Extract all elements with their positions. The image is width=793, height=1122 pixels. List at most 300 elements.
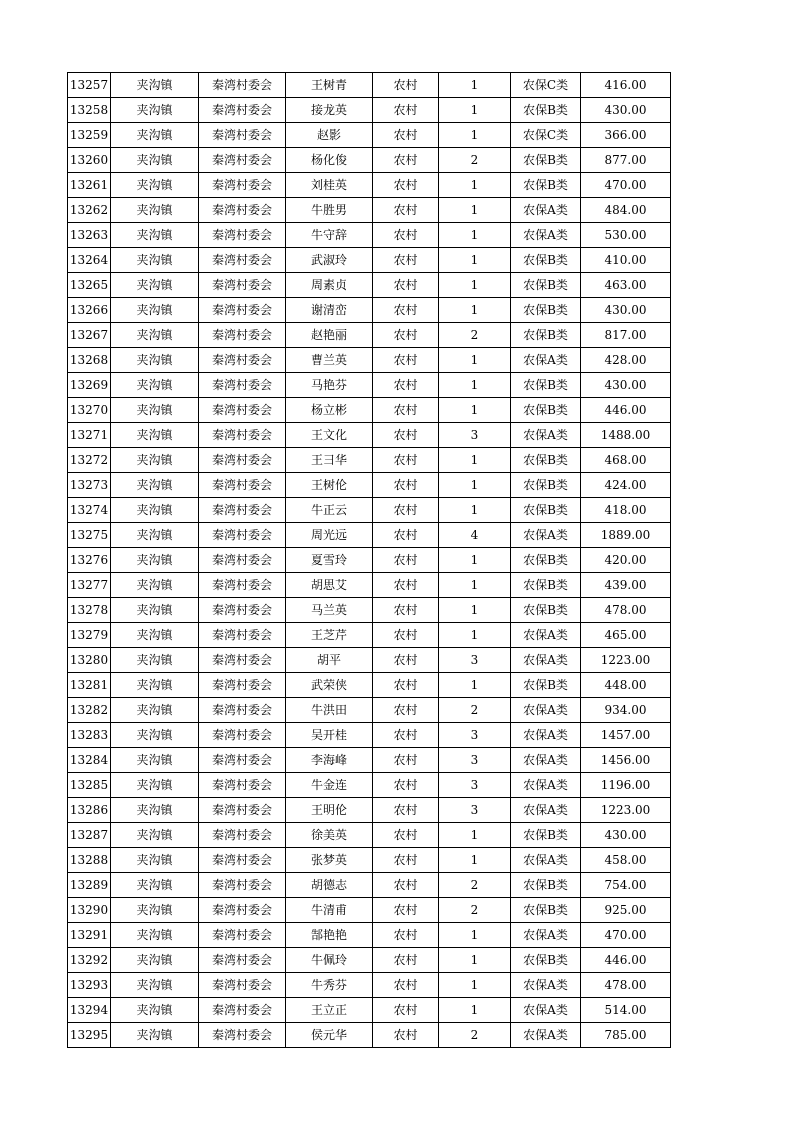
cell-village-committee: 秦湾村委会 bbox=[199, 523, 286, 548]
cell-person-name: 王文化 bbox=[286, 423, 373, 448]
cell-insurance-class: 农保B类 bbox=[511, 598, 581, 623]
cell-amount: 418.00 bbox=[581, 498, 671, 523]
cell-household-type: 农村 bbox=[373, 248, 439, 273]
cell-person-name: 刘桂英 bbox=[286, 173, 373, 198]
cell-amount: 478.00 bbox=[581, 973, 671, 998]
cell-amount: 785.00 bbox=[581, 1023, 671, 1048]
cell-household-type: 农村 bbox=[373, 948, 439, 973]
cell-insurance-class: 农保B类 bbox=[511, 448, 581, 473]
cell-town: 夹沟镇 bbox=[111, 998, 199, 1023]
cell-household-size: 1 bbox=[439, 98, 511, 123]
cell-person-name: 王彐华 bbox=[286, 448, 373, 473]
cell-person-name: 王树伦 bbox=[286, 473, 373, 498]
cell-household-type: 农村 bbox=[373, 748, 439, 773]
table-row bbox=[68, 723, 671, 748]
cell-household-size: 1 bbox=[439, 673, 511, 698]
table-row bbox=[68, 698, 671, 723]
cell-household-type: 农村 bbox=[373, 773, 439, 798]
cell-person-name: 王立正 bbox=[286, 998, 373, 1023]
cell-insurance-class: 农保B类 bbox=[511, 473, 581, 498]
table-row bbox=[68, 173, 671, 198]
cell-record-id: 13292 bbox=[68, 948, 111, 973]
cell-insurance-class: 农保B类 bbox=[511, 248, 581, 273]
cell-person-name: 杨化俊 bbox=[286, 148, 373, 173]
cell-amount: 439.00 bbox=[581, 573, 671, 598]
cell-town: 夹沟镇 bbox=[111, 273, 199, 298]
cell-village-committee: 秦湾村委会 bbox=[199, 1023, 286, 1048]
cell-household-size: 1 bbox=[439, 473, 511, 498]
cell-household-size: 1 bbox=[439, 973, 511, 998]
cell-insurance-class: 农保B类 bbox=[511, 273, 581, 298]
cell-town: 夹沟镇 bbox=[111, 973, 199, 998]
table-row bbox=[68, 448, 671, 473]
table-row bbox=[68, 273, 671, 298]
cell-village-committee: 秦湾村委会 bbox=[199, 773, 286, 798]
cell-person-name: 王明伦 bbox=[286, 798, 373, 823]
cell-insurance-class: 农保A类 bbox=[511, 923, 581, 948]
cell-insurance-class: 农保A类 bbox=[511, 648, 581, 673]
cell-person-name: 赵影 bbox=[286, 123, 373, 148]
cell-household-type: 农村 bbox=[373, 273, 439, 298]
cell-household-type: 农村 bbox=[373, 173, 439, 198]
table-row bbox=[68, 848, 671, 873]
cell-insurance-class: 农保A类 bbox=[511, 723, 581, 748]
cell-village-committee: 秦湾村委会 bbox=[199, 123, 286, 148]
cell-amount: 1223.00 bbox=[581, 648, 671, 673]
cell-record-id: 13282 bbox=[68, 698, 111, 723]
cell-record-id: 13261 bbox=[68, 173, 111, 198]
table-row bbox=[68, 323, 671, 348]
cell-village-committee: 秦湾村委会 bbox=[199, 673, 286, 698]
cell-village-committee: 秦湾村委会 bbox=[199, 623, 286, 648]
cell-insurance-class: 农保A类 bbox=[511, 998, 581, 1023]
cell-household-size: 2 bbox=[439, 1023, 511, 1048]
cell-record-id: 13268 bbox=[68, 348, 111, 373]
cell-household-type: 农村 bbox=[373, 798, 439, 823]
cell-town: 夹沟镇 bbox=[111, 773, 199, 798]
cell-household-type: 农村 bbox=[373, 473, 439, 498]
cell-amount: 446.00 bbox=[581, 948, 671, 973]
cell-village-committee: 秦湾村委会 bbox=[199, 223, 286, 248]
cell-household-type: 农村 bbox=[373, 698, 439, 723]
table-row bbox=[68, 873, 671, 898]
cell-town: 夹沟镇 bbox=[111, 473, 199, 498]
cell-insurance-class: 农保A类 bbox=[511, 623, 581, 648]
cell-village-committee: 秦湾村委会 bbox=[199, 723, 286, 748]
table-row bbox=[68, 623, 671, 648]
cell-person-name: 周光远 bbox=[286, 523, 373, 548]
cell-household-type: 农村 bbox=[373, 298, 439, 323]
cell-record-id: 13289 bbox=[68, 873, 111, 898]
cell-amount: 1196.00 bbox=[581, 773, 671, 798]
cell-record-id: 13276 bbox=[68, 548, 111, 573]
cell-household-size: 1 bbox=[439, 623, 511, 648]
table-row bbox=[68, 298, 671, 323]
cell-insurance-class: 农保B类 bbox=[511, 373, 581, 398]
cell-insurance-class: 农保B类 bbox=[511, 548, 581, 573]
cell-insurance-class: 农保B类 bbox=[511, 98, 581, 123]
cell-person-name: 武淑玲 bbox=[286, 248, 373, 273]
cell-household-size: 1 bbox=[439, 198, 511, 223]
cell-record-id: 13279 bbox=[68, 623, 111, 648]
cell-village-committee: 秦湾村委会 bbox=[199, 248, 286, 273]
cell-insurance-class: 农保B类 bbox=[511, 323, 581, 348]
cell-town: 夹沟镇 bbox=[111, 1023, 199, 1048]
cell-record-id: 13274 bbox=[68, 498, 111, 523]
cell-record-id: 13287 bbox=[68, 823, 111, 848]
cell-town: 夹沟镇 bbox=[111, 823, 199, 848]
cell-person-name: 侯元华 bbox=[286, 1023, 373, 1048]
cell-village-committee: 秦湾村委会 bbox=[199, 873, 286, 898]
cell-village-committee: 秦湾村委会 bbox=[199, 173, 286, 198]
cell-household-type: 农村 bbox=[373, 123, 439, 148]
table-row bbox=[68, 748, 671, 773]
table-row bbox=[68, 923, 671, 948]
cell-record-id: 13270 bbox=[68, 398, 111, 423]
cell-person-name: 胡思艾 bbox=[286, 573, 373, 598]
cell-person-name: 夏雪玲 bbox=[286, 548, 373, 573]
cell-household-size: 1 bbox=[439, 373, 511, 398]
cell-record-id: 13281 bbox=[68, 673, 111, 698]
cell-insurance-class: 农保B类 bbox=[511, 823, 581, 848]
cell-village-committee: 秦湾村委会 bbox=[199, 398, 286, 423]
cell-person-name: 牛金连 bbox=[286, 773, 373, 798]
cell-town: 夹沟镇 bbox=[111, 523, 199, 548]
cell-household-type: 农村 bbox=[373, 648, 439, 673]
cell-household-size: 1 bbox=[439, 248, 511, 273]
cell-amount: 1457.00 bbox=[581, 723, 671, 748]
cell-village-committee: 秦湾村委会 bbox=[199, 323, 286, 348]
cell-household-size: 4 bbox=[439, 523, 511, 548]
cell-amount: 1488.00 bbox=[581, 423, 671, 448]
cell-amount: 514.00 bbox=[581, 998, 671, 1023]
cell-village-committee: 秦湾村委会 bbox=[199, 298, 286, 323]
cell-person-name: 牛正云 bbox=[286, 498, 373, 523]
cell-village-committee: 秦湾村委会 bbox=[199, 898, 286, 923]
cell-town: 夹沟镇 bbox=[111, 173, 199, 198]
ledger-table bbox=[67, 72, 671, 1048]
cell-amount: 430.00 bbox=[581, 98, 671, 123]
cell-record-id: 13271 bbox=[68, 423, 111, 448]
cell-amount: 817.00 bbox=[581, 323, 671, 348]
cell-household-size: 1 bbox=[439, 948, 511, 973]
cell-amount: 530.00 bbox=[581, 223, 671, 248]
cell-town: 夹沟镇 bbox=[111, 323, 199, 348]
cell-household-size: 2 bbox=[439, 323, 511, 348]
cell-town: 夹沟镇 bbox=[111, 373, 199, 398]
cell-household-type: 农村 bbox=[373, 598, 439, 623]
cell-insurance-class: 农保A类 bbox=[511, 698, 581, 723]
cell-insurance-class: 农保C类 bbox=[511, 73, 581, 98]
cell-household-type: 农村 bbox=[373, 848, 439, 873]
cell-household-size: 1 bbox=[439, 923, 511, 948]
cell-person-name: 接龙英 bbox=[286, 98, 373, 123]
cell-town: 夹沟镇 bbox=[111, 923, 199, 948]
cell-household-size: 1 bbox=[439, 823, 511, 848]
cell-insurance-class: 农保A类 bbox=[511, 348, 581, 373]
cell-household-size: 1 bbox=[439, 348, 511, 373]
cell-household-size: 3 bbox=[439, 798, 511, 823]
cell-town: 夹沟镇 bbox=[111, 498, 199, 523]
cell-household-size: 1 bbox=[439, 123, 511, 148]
cell-household-type: 农村 bbox=[373, 898, 439, 923]
cell-household-size: 1 bbox=[439, 548, 511, 573]
cell-household-type: 农村 bbox=[373, 498, 439, 523]
cell-record-id: 13260 bbox=[68, 148, 111, 173]
table-row bbox=[68, 973, 671, 998]
cell-person-name: 牛清甫 bbox=[286, 898, 373, 923]
cell-amount: 925.00 bbox=[581, 898, 671, 923]
cell-village-committee: 秦湾村委会 bbox=[199, 448, 286, 473]
cell-household-type: 农村 bbox=[373, 873, 439, 898]
cell-record-id: 13285 bbox=[68, 773, 111, 798]
cell-amount: 470.00 bbox=[581, 923, 671, 948]
cell-record-id: 13264 bbox=[68, 248, 111, 273]
cell-town: 夹沟镇 bbox=[111, 548, 199, 573]
cell-village-committee: 秦湾村委会 bbox=[199, 73, 286, 98]
cell-household-size: 1 bbox=[439, 223, 511, 248]
cell-amount: 430.00 bbox=[581, 298, 671, 323]
cell-household-size: 1 bbox=[439, 273, 511, 298]
cell-amount: 430.00 bbox=[581, 823, 671, 848]
cell-person-name: 曹兰英 bbox=[286, 348, 373, 373]
cell-household-size: 3 bbox=[439, 423, 511, 448]
table-row bbox=[68, 948, 671, 973]
cell-village-committee: 秦湾村委会 bbox=[199, 948, 286, 973]
cell-person-name: 王树青 bbox=[286, 73, 373, 98]
cell-household-type: 农村 bbox=[373, 348, 439, 373]
cell-household-type: 农村 bbox=[373, 423, 439, 448]
table-row bbox=[68, 648, 671, 673]
cell-insurance-class: 农保A类 bbox=[511, 198, 581, 223]
table-row bbox=[68, 598, 671, 623]
cell-record-id: 13272 bbox=[68, 448, 111, 473]
cell-household-size: 1 bbox=[439, 398, 511, 423]
cell-insurance-class: 农保B类 bbox=[511, 498, 581, 523]
cell-record-id: 13295 bbox=[68, 1023, 111, 1048]
cell-household-type: 农村 bbox=[373, 823, 439, 848]
cell-village-committee: 秦湾村委会 bbox=[199, 148, 286, 173]
cell-record-id: 13269 bbox=[68, 373, 111, 398]
cell-amount: 430.00 bbox=[581, 373, 671, 398]
cell-amount: 420.00 bbox=[581, 548, 671, 573]
cell-insurance-class: 农保B类 bbox=[511, 573, 581, 598]
cell-household-type: 农村 bbox=[373, 448, 439, 473]
cell-person-name: 武荣侠 bbox=[286, 673, 373, 698]
cell-amount: 1889.00 bbox=[581, 523, 671, 548]
cell-household-type: 农村 bbox=[373, 673, 439, 698]
cell-person-name: 牛守辞 bbox=[286, 223, 373, 248]
cell-household-type: 农村 bbox=[373, 548, 439, 573]
cell-amount: 484.00 bbox=[581, 198, 671, 223]
cell-insurance-class: 农保B类 bbox=[511, 398, 581, 423]
cell-amount: 1223.00 bbox=[581, 798, 671, 823]
cell-town: 夹沟镇 bbox=[111, 448, 199, 473]
cell-household-size: 2 bbox=[439, 898, 511, 923]
cell-town: 夹沟镇 bbox=[111, 248, 199, 273]
cell-town: 夹沟镇 bbox=[111, 148, 199, 173]
cell-village-committee: 秦湾村委会 bbox=[199, 823, 286, 848]
cell-person-name: 杨立彬 bbox=[286, 398, 373, 423]
cell-household-size: 1 bbox=[439, 573, 511, 598]
cell-record-id: 13294 bbox=[68, 998, 111, 1023]
table-row bbox=[68, 573, 671, 598]
cell-household-size: 1 bbox=[439, 448, 511, 473]
table-row bbox=[68, 673, 671, 698]
cell-person-name: 马兰英 bbox=[286, 598, 373, 623]
cell-amount: 465.00 bbox=[581, 623, 671, 648]
cell-household-size: 3 bbox=[439, 723, 511, 748]
cell-insurance-class: 农保B类 bbox=[511, 298, 581, 323]
cell-town: 夹沟镇 bbox=[111, 198, 199, 223]
cell-town: 夹沟镇 bbox=[111, 898, 199, 923]
table-row bbox=[68, 248, 671, 273]
cell-village-committee: 秦湾村委会 bbox=[199, 423, 286, 448]
cell-person-name: 牛胜男 bbox=[286, 198, 373, 223]
cell-insurance-class: 农保C类 bbox=[511, 123, 581, 148]
cell-village-committee: 秦湾村委会 bbox=[199, 373, 286, 398]
cell-household-type: 农村 bbox=[373, 973, 439, 998]
cell-household-type: 农村 bbox=[373, 998, 439, 1023]
cell-town: 夹沟镇 bbox=[111, 623, 199, 648]
cell-insurance-class: 农保A类 bbox=[511, 748, 581, 773]
cell-amount: 877.00 bbox=[581, 148, 671, 173]
cell-village-committee: 秦湾村委会 bbox=[199, 748, 286, 773]
cell-household-type: 农村 bbox=[373, 323, 439, 348]
cell-household-size: 2 bbox=[439, 148, 511, 173]
cell-amount: 754.00 bbox=[581, 873, 671, 898]
cell-record-id: 13286 bbox=[68, 798, 111, 823]
cell-household-type: 农村 bbox=[373, 723, 439, 748]
cell-person-name: 李海峰 bbox=[286, 748, 373, 773]
table-row bbox=[68, 523, 671, 548]
cell-town: 夹沟镇 bbox=[111, 123, 199, 148]
cell-insurance-class: 农保B类 bbox=[511, 898, 581, 923]
cell-household-size: 2 bbox=[439, 698, 511, 723]
cell-record-id: 13290 bbox=[68, 898, 111, 923]
table-row bbox=[68, 223, 671, 248]
table-row bbox=[68, 348, 671, 373]
cell-amount: 1456.00 bbox=[581, 748, 671, 773]
cell-amount: 366.00 bbox=[581, 123, 671, 148]
cell-record-id: 13266 bbox=[68, 298, 111, 323]
cell-person-name: 王芝芹 bbox=[286, 623, 373, 648]
table-row bbox=[68, 498, 671, 523]
cell-amount: 448.00 bbox=[581, 673, 671, 698]
table-row bbox=[68, 823, 671, 848]
cell-record-id: 13293 bbox=[68, 973, 111, 998]
cell-village-committee: 秦湾村委会 bbox=[199, 498, 286, 523]
cell-household-type: 农村 bbox=[373, 98, 439, 123]
cell-town: 夹沟镇 bbox=[111, 298, 199, 323]
table-row bbox=[68, 198, 671, 223]
cell-town: 夹沟镇 bbox=[111, 73, 199, 98]
cell-household-type: 农村 bbox=[373, 923, 439, 948]
cell-household-size: 3 bbox=[439, 748, 511, 773]
cell-household-size: 1 bbox=[439, 73, 511, 98]
cell-town: 夹沟镇 bbox=[111, 798, 199, 823]
cell-town: 夹沟镇 bbox=[111, 598, 199, 623]
cell-person-name: 马艳芬 bbox=[286, 373, 373, 398]
cell-record-id: 13257 bbox=[68, 73, 111, 98]
cell-record-id: 13275 bbox=[68, 523, 111, 548]
cell-record-id: 13263 bbox=[68, 223, 111, 248]
cell-insurance-class: 农保B类 bbox=[511, 948, 581, 973]
cell-person-name: 张梦英 bbox=[286, 848, 373, 873]
cell-town: 夹沟镇 bbox=[111, 948, 199, 973]
cell-person-name: 郜艳艳 bbox=[286, 923, 373, 948]
cell-town: 夹沟镇 bbox=[111, 348, 199, 373]
table-row bbox=[68, 73, 671, 98]
table-row bbox=[68, 773, 671, 798]
cell-town: 夹沟镇 bbox=[111, 698, 199, 723]
cell-record-id: 13284 bbox=[68, 748, 111, 773]
cell-village-committee: 秦湾村委会 bbox=[199, 848, 286, 873]
cell-household-type: 农村 bbox=[373, 73, 439, 98]
cell-village-committee: 秦湾村委会 bbox=[199, 648, 286, 673]
cell-village-committee: 秦湾村委会 bbox=[199, 698, 286, 723]
cell-amount: 446.00 bbox=[581, 398, 671, 423]
cell-household-size: 1 bbox=[439, 598, 511, 623]
cell-person-name: 牛佩玲 bbox=[286, 948, 373, 973]
cell-town: 夹沟镇 bbox=[111, 873, 199, 898]
table-row bbox=[68, 473, 671, 498]
cell-person-name: 吴开桂 bbox=[286, 723, 373, 748]
cell-household-type: 农村 bbox=[373, 198, 439, 223]
cell-household-type: 农村 bbox=[373, 573, 439, 598]
cell-household-size: 1 bbox=[439, 998, 511, 1023]
cell-record-id: 13258 bbox=[68, 98, 111, 123]
cell-household-type: 农村 bbox=[373, 1023, 439, 1048]
cell-village-committee: 秦湾村委会 bbox=[199, 998, 286, 1023]
table-row bbox=[68, 798, 671, 823]
cell-household-type: 农村 bbox=[373, 148, 439, 173]
cell-amount: 478.00 bbox=[581, 598, 671, 623]
cell-amount: 424.00 bbox=[581, 473, 671, 498]
cell-insurance-class: 农保A类 bbox=[511, 773, 581, 798]
cell-person-name: 胡德志 bbox=[286, 873, 373, 898]
cell-insurance-class: 农保A类 bbox=[511, 523, 581, 548]
cell-town: 夹沟镇 bbox=[111, 223, 199, 248]
cell-town: 夹沟镇 bbox=[111, 748, 199, 773]
cell-village-committee: 秦湾村委会 bbox=[199, 548, 286, 573]
cell-village-committee: 秦湾村委会 bbox=[199, 573, 286, 598]
cell-village-committee: 秦湾村委会 bbox=[199, 473, 286, 498]
cell-person-name: 徐美英 bbox=[286, 823, 373, 848]
cell-amount: 470.00 bbox=[581, 173, 671, 198]
cell-town: 夹沟镇 bbox=[111, 723, 199, 748]
cell-record-id: 13278 bbox=[68, 598, 111, 623]
cell-insurance-class: 农保A类 bbox=[511, 1023, 581, 1048]
cell-record-id: 13259 bbox=[68, 123, 111, 148]
cell-town: 夹沟镇 bbox=[111, 848, 199, 873]
cell-amount: 428.00 bbox=[581, 348, 671, 373]
table-row bbox=[68, 398, 671, 423]
cell-record-id: 13291 bbox=[68, 923, 111, 948]
cell-amount: 416.00 bbox=[581, 73, 671, 98]
cell-insurance-class: 农保B类 bbox=[511, 173, 581, 198]
cell-amount: 463.00 bbox=[581, 273, 671, 298]
cell-household-type: 农村 bbox=[373, 523, 439, 548]
cell-amount: 410.00 bbox=[581, 248, 671, 273]
cell-record-id: 13283 bbox=[68, 723, 111, 748]
cell-village-committee: 秦湾村委会 bbox=[199, 973, 286, 998]
cell-amount: 468.00 bbox=[581, 448, 671, 473]
cell-town: 夹沟镇 bbox=[111, 98, 199, 123]
cell-town: 夹沟镇 bbox=[111, 573, 199, 598]
cell-person-name: 牛秀芬 bbox=[286, 973, 373, 998]
cell-household-size: 3 bbox=[439, 648, 511, 673]
